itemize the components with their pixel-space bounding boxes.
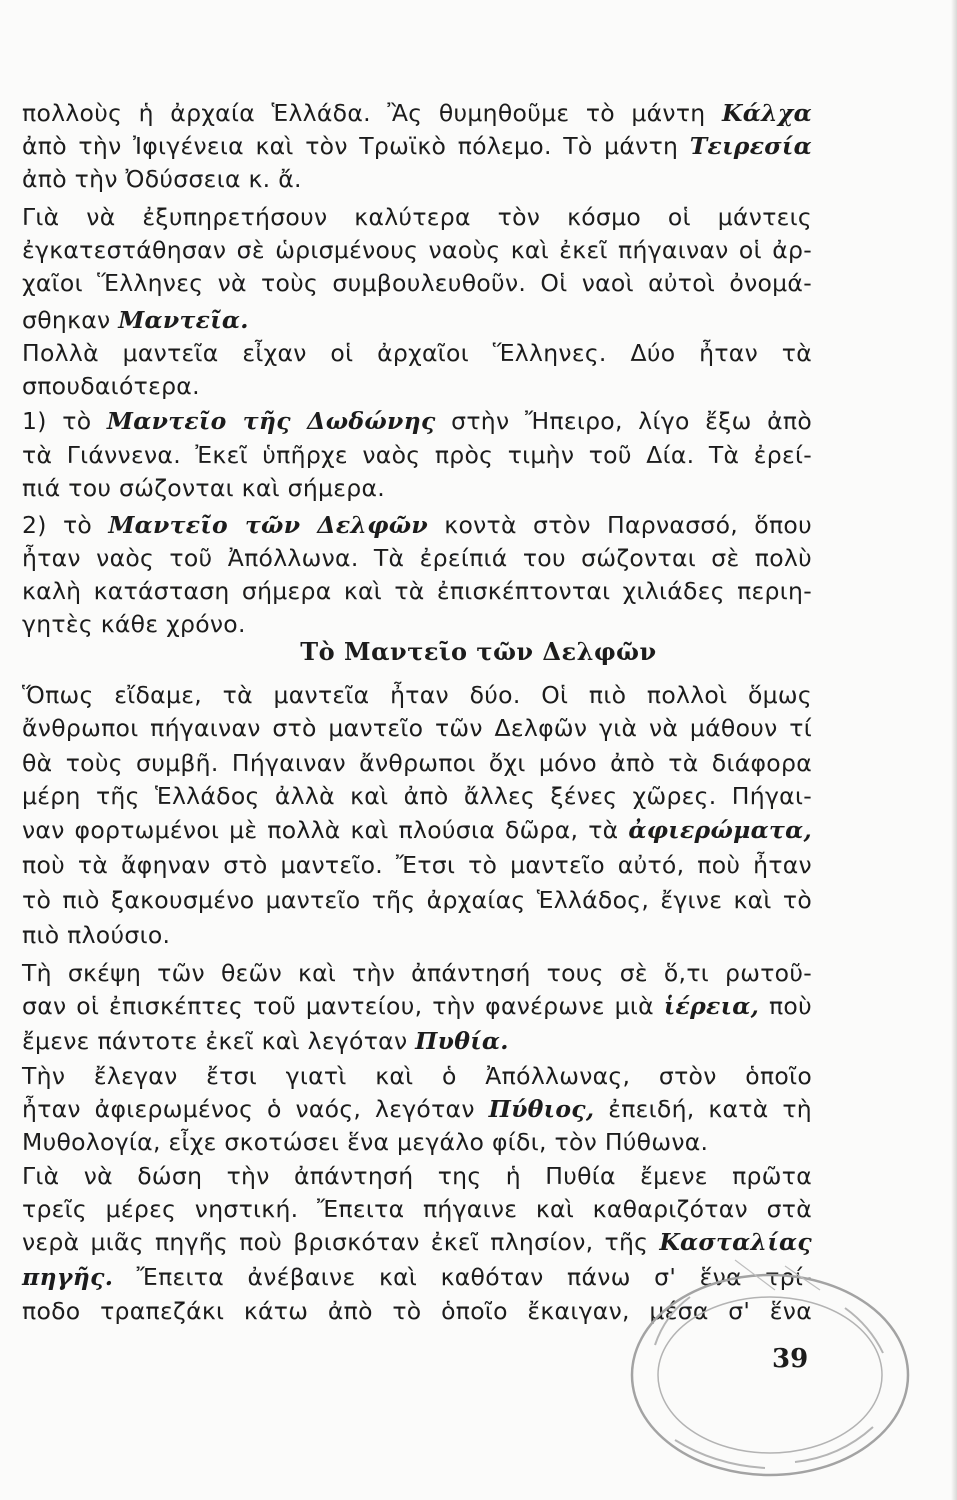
text-segment: καλὴ κατάσταση σήμερα καὶ τὰ ἐπισκέπτονται χιλιάδες περιη- [22, 577, 812, 605]
text-segment: ἦταν ναὸς τοῦ Ἀπόλλωνα. Τὰ ἐρείπιά του σώζονται σὲ πολὺ [22, 544, 812, 572]
text-segment: ναν φορτωμένοι μὲ πολλὰ καὶ πλούσια δῶρα, τὰ [22, 816, 629, 844]
text-line [22, 781, 812, 811]
text-line [22, 748, 812, 778]
text-segment: ποδο τραπεζάκι κάτω ἀπὸ τὸ ὁποῖο ἔκαιγαν, μέσα σ' ἕνα [22, 1297, 812, 1325]
text-segment: μέρη τῆς Ἑλλάδος ἀλλὰ καὶ ἀπὸ ἄλλες ξένες χῶρες. Πήγαι- [22, 782, 812, 810]
emphasized-text: Κάλχα [721, 99, 812, 127]
text-segment: Πολλὰ μαντεῖα εἶχαν οἱ ἀρχαῖοι Ἕλληνες. Δύο ἦταν τὰ [22, 339, 812, 367]
text-segment: σαν οἱ ἐπισκέπτες τοῦ μαντείου, τὴν φανέρωνε μιὰ [22, 992, 664, 1020]
emphasized-text: Πύθιος, [488, 1095, 595, 1123]
text-line [22, 1094, 812, 1124]
text-segment: ἔμενε πάντοτε ἐκεῖ καὶ λεγόταν [22, 1027, 416, 1055]
text-line [22, 202, 812, 232]
text-line [22, 1161, 812, 1191]
text-line [22, 371, 812, 401]
text-segment: τὸ πιὸ ξακουσμένο μαντεῖο τῆς ἀρχαίας Ἑλλάδος, ἔγινε καὶ τὸ [22, 886, 812, 914]
page-edge [951, 0, 957, 1500]
library-stamp-icon [615, 1250, 915, 1484]
emphasized-text: Κασταλίας [659, 1228, 812, 1256]
text-line [22, 406, 812, 436]
text-segment: 2) τὸ [22, 511, 109, 539]
text-line [22, 268, 812, 298]
text-line [22, 338, 812, 368]
text-segment: Ὅπως εἴδαμε, τὰ μαντεῖα ἦταν δύο. Οἱ πιὸ πολλοὶ ὅμως [22, 681, 812, 709]
text-segment: χαῖοι Ἕλληνες νὰ τοὺς συμβουλευθοῦν. Οἱ ναοὶ αὐτοὶ ὀνομά- [22, 269, 812, 297]
emphasized-text: Μαντεῖο τῆς Δωδώνης [106, 407, 436, 435]
text-segment: Γιὰ νὰ δώση τὴν ἀπάντησή της ἡ Πυθία ἔμενε πρῶτα [22, 1162, 812, 1190]
page-number: 39 [772, 1344, 809, 1374]
text-line [22, 164, 812, 194]
text-segment: νερὰ μιᾶς πηγῆς ποὺ βρισκόταν ἐκεῖ πλησίον, τῆς [22, 1228, 660, 1256]
emphasized-text: Μαντεῖο τῶν Δελφῶν [108, 511, 429, 539]
text-line [22, 1026, 812, 1056]
text-segment: Μυθολογία, εἶχε σκοτώσει ἕνα μεγάλο φίδι, τὸν Πύθωνα. [22, 1128, 709, 1156]
text-line [22, 510, 812, 540]
text-segment: πιὸ πλούσιο. [22, 921, 171, 949]
text-segment: ἦταν ἀφιερωμένος ὁ ναός, λεγόταν [22, 1095, 489, 1123]
text-segment: πολλοὺς ἡ ἀρχαία Ἑλλάδα. Ἂς θυμηθοῦμε τὸ μάντη [22, 99, 722, 127]
text-segment: Γιὰ νὰ ἐξυπηρετήσουν καλύτερα τὸν κόσμο οἱ μάντεις [22, 203, 812, 231]
text-line [22, 920, 812, 950]
text-line [22, 473, 812, 503]
text-line [22, 235, 812, 265]
section-heading: Τὸ Μαντεῖο τῶν Δελφῶν [300, 637, 657, 666]
emphasized-text: Πυθία. [415, 1027, 509, 1055]
text-line [22, 131, 812, 161]
text-segment: ποὺ [759, 992, 813, 1020]
emphasized-text: πηγῆς. [22, 1263, 114, 1291]
text-line [22, 850, 812, 880]
text-segment: ἀπὸ τὴν Ὀδύσσεια κ. ἄ. [22, 165, 302, 193]
text-line [22, 991, 812, 1021]
text-line [22, 440, 812, 470]
text-segment: θὰ τοὺς συμβῆ. Πήγαιναν ἄνθρωποι ὄχι μόνο ἀπὸ τὰ διάφορα [22, 749, 812, 777]
emphasized-text: Μαντεῖα. [118, 306, 249, 334]
text-line [22, 1061, 812, 1091]
text-segment: γητὲς κάθε χρόνο. [22, 610, 246, 638]
text-line [22, 680, 812, 710]
text-line [22, 1127, 812, 1157]
text-line [22, 305, 812, 335]
text-line [22, 543, 812, 573]
text-segment: Τὴ σκέψη τῶν θεῶν καὶ τὴν ἀπάντησή τους σὲ ὅ,τι ρωτοῦ- [22, 959, 812, 987]
text-segment: 1) τὸ [22, 407, 107, 435]
text-line [22, 609, 812, 639]
text-line [22, 576, 812, 606]
text-segment: Ἔπειτα ἀνέβαινε καὶ καθόταν πάνω σ' ἕνα τρί- [113, 1263, 812, 1291]
text-line [22, 713, 812, 743]
text-segment: σθηκαν [22, 306, 119, 334]
text-segment: ἀπὸ τὴν Ἰφιγένεια καὶ τὸν Τρωϊκὸ πόλεμο. Τὸ μάντη [22, 132, 690, 160]
text-segment: τὰ Γιάννενα. Ἐκεῖ ὑπῆρχε ναὸς πρὸς τιμὴν τοῦ Δία. Τὰ ἐρεί- [22, 441, 812, 469]
text-segment: στὴν Ἤπειρο, λίγο ἔξω ἀπὸ [435, 407, 812, 435]
text-segment: σπουδαιότερα. [22, 372, 200, 400]
text-segment: κοντὰ στὸν Παρνασσό, ὅπου [428, 511, 812, 539]
text-line [22, 885, 812, 915]
text-line [22, 98, 812, 128]
text-segment: πιά του σώζονται καὶ σήμερα. [22, 474, 386, 502]
text-line [22, 1194, 812, 1224]
emphasized-text: Τειρεσία [689, 132, 812, 160]
text-segment: Τὴν ἔλεγαν ἔτσι γιατὶ καὶ ὁ Ἀπόλλωνας, στὸν ὁποῖο [22, 1062, 812, 1090]
text-segment: τρεῖς μέρες νηστική. Ἔπειτα πήγαινε καὶ καθαριζόταν στὰ [22, 1195, 812, 1223]
text-line [22, 958, 812, 988]
text-segment: ἄνθρωποι πήγαιναν στὸ μαντεῖο τῶν Δελφῶν γιὰ νὰ μάθουν τί [22, 714, 812, 742]
text-line [22, 815, 812, 845]
text-segment: ἐγκατεστάθησαν σὲ ὡρισμένους ναοὺς καὶ ἐκεῖ πήγαιναν οἱ ἀρ- [22, 236, 812, 264]
text-segment: ἐπειδή, κατὰ τὴ [594, 1095, 812, 1123]
text-segment: ποὺ τὰ ἄφηναν στὸ μαντεῖο. Ἔτσι τὸ μαντεῖο αὐτό, ποὺ ἦταν [22, 851, 812, 879]
emphasized-text: ἱέρεια, [663, 992, 760, 1020]
emphasized-text: ἀφιερώματα, [628, 816, 812, 844]
